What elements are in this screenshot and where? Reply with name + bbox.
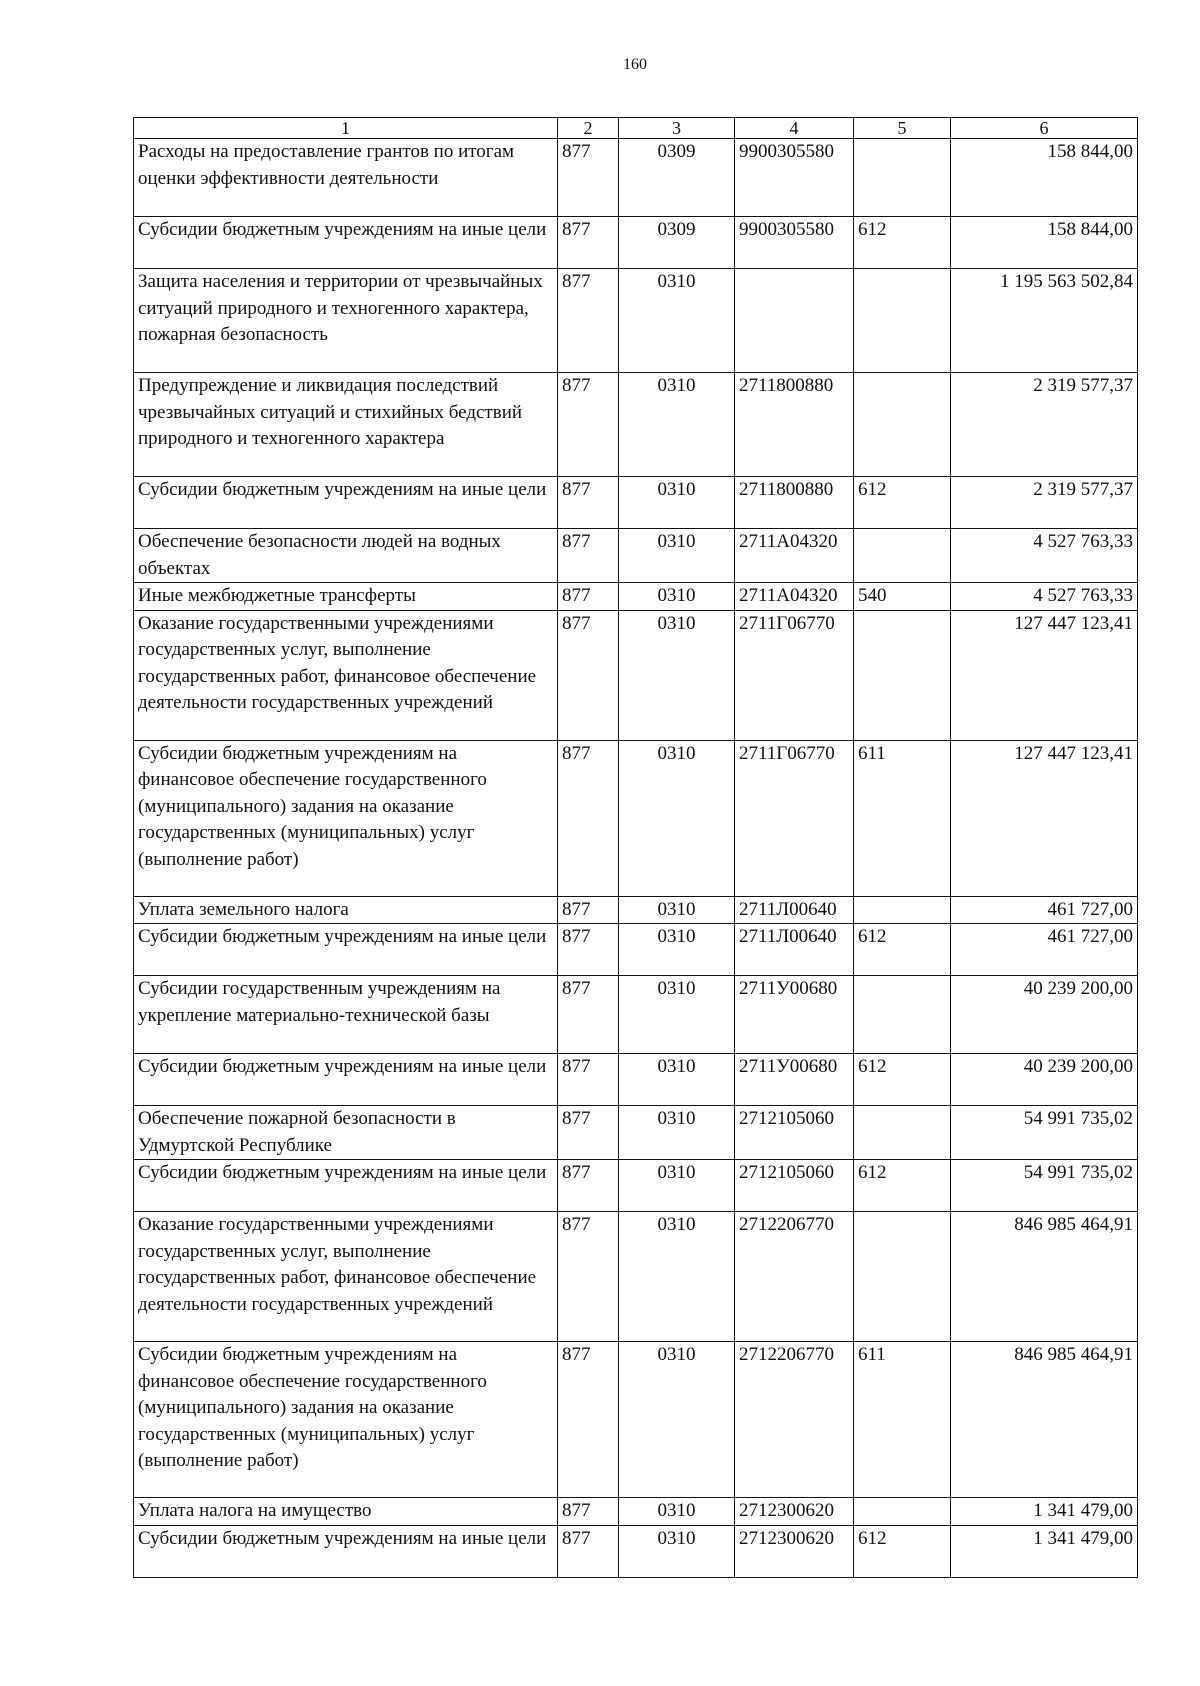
- header-col-2: 2: [558, 118, 619, 139]
- cell-admin-code: 877: [558, 373, 619, 477]
- cell-target-code: 2712105060: [735, 1160, 854, 1212]
- cell-name: Расходы на предоставление грантов по итогам оценки эффективности деятельности: [134, 139, 558, 217]
- cell-admin-code: 877: [558, 1106, 619, 1160]
- cell-section-code: 0310: [619, 477, 735, 529]
- table-row: [134, 976, 1138, 1054]
- table-row: [134, 740, 1138, 896]
- cell-target-code: 2711Л00640: [735, 924, 854, 976]
- cell-target-code: 2711Г06770: [735, 610, 854, 740]
- cell-expense-type: 612: [854, 217, 951, 269]
- table-header: [134, 118, 1138, 139]
- cell-target-code: 2711У00680: [735, 1054, 854, 1106]
- table-row: [134, 1525, 1138, 1577]
- cell-expense-type: [854, 896, 951, 924]
- cell-expense-type: [854, 529, 951, 583]
- table-row: [134, 477, 1138, 529]
- cell-amount: 54 991 735,02: [951, 1106, 1138, 1160]
- cell-name: Субсидии бюджетным учреждениям на иные цели: [134, 924, 558, 976]
- cell-expense-type: [854, 610, 951, 740]
- cell-section-code: 0310: [619, 1212, 735, 1342]
- header-col-5: 5: [854, 118, 951, 139]
- cell-section-code: 0310: [619, 610, 735, 740]
- cell-section-code: 0310: [619, 1106, 735, 1160]
- cell-amount: 1 341 479,00: [951, 1498, 1138, 1526]
- table-row: [134, 1160, 1138, 1212]
- cell-expense-type: 612: [854, 477, 951, 529]
- cell-name: Субсидии бюджетным учреждениям на иные цели: [134, 217, 558, 269]
- cell-target-code: 2712300620: [735, 1525, 854, 1577]
- cell-admin-code: 877: [558, 740, 619, 896]
- cell-expense-type: 612: [854, 1160, 951, 1212]
- cell-name: Уплата налога на имущество: [134, 1498, 558, 1526]
- cell-section-code: 0310: [619, 1342, 735, 1498]
- cell-name: Оказание государственными учреждениями государственных услуг, выполнение государственных работ, финансовое обеспечение деятельности государственных учреждений: [134, 610, 558, 740]
- cell-name: Субсидии бюджетным учреждениям на иные цели: [134, 1054, 558, 1106]
- cell-section-code: 0309: [619, 139, 735, 217]
- table-row: [134, 269, 1138, 373]
- table-body: [134, 139, 1138, 1578]
- cell-name: Обеспечение безопасности людей на водных объектах: [134, 529, 558, 583]
- table-row: [134, 583, 1138, 611]
- cell-amount: 846 985 464,91: [951, 1212, 1138, 1342]
- cell-section-code: 0309: [619, 217, 735, 269]
- cell-expense-type: 540: [854, 583, 951, 611]
- table-row: [134, 1054, 1138, 1106]
- cell-admin-code: 877: [558, 477, 619, 529]
- cell-admin-code: 877: [558, 1342, 619, 1498]
- cell-amount: 2 319 577,37: [951, 373, 1138, 477]
- header-row: [134, 118, 1138, 139]
- cell-expense-type: [854, 976, 951, 1054]
- cell-expense-type: 611: [854, 1342, 951, 1498]
- cell-section-code: 0310: [619, 1498, 735, 1526]
- cell-amount: 4 527 763,33: [951, 529, 1138, 583]
- cell-expense-type: [854, 1106, 951, 1160]
- cell-expense-type: [854, 373, 951, 477]
- cell-name: Обеспечение пожарной безопасности в Удмуртской Республике: [134, 1106, 558, 1160]
- cell-section-code: 0310: [619, 1160, 735, 1212]
- cell-name: Защита населения и территории от чрезвычайных ситуаций природного и техногенного характера, пожарная безопасность: [134, 269, 558, 373]
- cell-amount: 40 239 200,00: [951, 1054, 1138, 1106]
- header-col-6: 6: [951, 118, 1138, 139]
- cell-admin-code: 877: [558, 139, 619, 217]
- cell-amount: 158 844,00: [951, 139, 1138, 217]
- cell-expense-type: [854, 269, 951, 373]
- cell-target-code: 2711У00680: [735, 976, 854, 1054]
- cell-target-code: 2711800880: [735, 373, 854, 477]
- cell-admin-code: 877: [558, 1160, 619, 1212]
- cell-section-code: 0310: [619, 924, 735, 976]
- cell-expense-type: [854, 1212, 951, 1342]
- cell-name: Субсидии бюджетным учреждениям на финансовое обеспечение государственного (муниципального) задания на оказание государственных (муниципальных) услуг (выполнение работ): [134, 1342, 558, 1498]
- cell-name: Иные межбюджетные трансферты: [134, 583, 558, 611]
- table-row: [134, 529, 1138, 583]
- cell-admin-code: 877: [558, 924, 619, 976]
- cell-expense-type: 612: [854, 1525, 951, 1577]
- cell-admin-code: 877: [558, 583, 619, 611]
- cell-section-code: 0310: [619, 373, 735, 477]
- cell-name: Уплата земельного налога: [134, 896, 558, 924]
- cell-target-code: 2711Л00640: [735, 896, 854, 924]
- table-row: [134, 373, 1138, 477]
- cell-target-code: 2711А04320: [735, 529, 854, 583]
- cell-amount: 127 447 123,41: [951, 610, 1138, 740]
- header-col-4: 4: [735, 118, 854, 139]
- table-row: [134, 1106, 1138, 1160]
- cell-amount: 1 195 563 502,84: [951, 269, 1138, 373]
- cell-name: Субсидии бюджетным учреждениям на иные цели: [134, 1160, 558, 1212]
- cell-admin-code: 877: [558, 976, 619, 1054]
- table-row: [134, 610, 1138, 740]
- cell-amount: 461 727,00: [951, 924, 1138, 976]
- header-col-1: 1: [134, 118, 558, 139]
- cell-amount: 158 844,00: [951, 217, 1138, 269]
- cell-section-code: 0310: [619, 1525, 735, 1577]
- cell-amount: 461 727,00: [951, 896, 1138, 924]
- cell-admin-code: 877: [558, 1212, 619, 1342]
- cell-expense-type: [854, 1498, 951, 1526]
- cell-admin-code: 877: [558, 1054, 619, 1106]
- cell-admin-code: 877: [558, 610, 619, 740]
- cell-target-code: 2711800880: [735, 477, 854, 529]
- table-row: [134, 896, 1138, 924]
- table-row: [134, 217, 1138, 269]
- budget-table: [133, 117, 1138, 1578]
- cell-amount: 4 527 763,33: [951, 583, 1138, 611]
- cell-admin-code: 877: [558, 1498, 619, 1526]
- cell-amount: 846 985 464,91: [951, 1342, 1138, 1498]
- cell-expense-type: 611: [854, 740, 951, 896]
- table-row: [134, 1342, 1138, 1498]
- cell-target-code: 2712206770: [735, 1342, 854, 1498]
- cell-target-code: 9900305580: [735, 217, 854, 269]
- cell-target-code: 2711Г06770: [735, 740, 854, 896]
- cell-name: Субсидии бюджетным учреждениям на иные цели: [134, 477, 558, 529]
- table-row: [134, 1498, 1138, 1526]
- cell-amount: 1 341 479,00: [951, 1525, 1138, 1577]
- cell-amount: 2 319 577,37: [951, 477, 1138, 529]
- cell-name: Субсидии бюджетным учреждениям на финансовое обеспечение государственного (муниципального) задания на оказание государственных (муниципальных) услуг (выполнение работ): [134, 740, 558, 896]
- cell-admin-code: 877: [558, 217, 619, 269]
- cell-admin-code: 877: [558, 269, 619, 373]
- cell-name: Оказание государственными учреждениями государственных услуг, выполнение государственных работ, финансовое обеспечение деятельности государственных учреждений: [134, 1212, 558, 1342]
- cell-amount: 127 447 123,41: [951, 740, 1138, 896]
- cell-expense-type: 612: [854, 1054, 951, 1106]
- cell-section-code: 0310: [619, 529, 735, 583]
- cell-section-code: 0310: [619, 269, 735, 373]
- cell-admin-code: 877: [558, 529, 619, 583]
- table-row: [134, 924, 1138, 976]
- cell-admin-code: 877: [558, 896, 619, 924]
- header-col-3: 3: [619, 118, 735, 139]
- cell-expense-type: [854, 139, 951, 217]
- cell-target-code: 9900305580: [735, 139, 854, 217]
- cell-target-code: 2711А04320: [735, 583, 854, 611]
- cell-target-code: 2712206770: [735, 1212, 854, 1342]
- cell-target-code: [735, 269, 854, 373]
- cell-amount: 54 991 735,02: [951, 1160, 1138, 1212]
- cell-section-code: 0310: [619, 896, 735, 924]
- table-row: [134, 1212, 1138, 1342]
- cell-name: Субсидии бюджетным учреждениям на иные цели: [134, 1525, 558, 1577]
- cell-section-code: 0310: [619, 583, 735, 611]
- cell-section-code: 0310: [619, 1054, 735, 1106]
- cell-target-code: 2712105060: [735, 1106, 854, 1160]
- cell-expense-type: 612: [854, 924, 951, 976]
- cell-admin-code: 877: [558, 1525, 619, 1577]
- table-row: [134, 139, 1138, 217]
- cell-section-code: 0310: [619, 740, 735, 896]
- cell-amount: 40 239 200,00: [951, 976, 1138, 1054]
- cell-name: Предупреждение и ликвидация последствий чрезвычайных ситуаций и стихийных бедствий природного и техногенного характера: [134, 373, 558, 477]
- cell-name: Субсидии государственным учреждениям на укрепление материально-технической базы: [134, 976, 558, 1054]
- page-number: 160: [623, 56, 647, 73]
- cell-target-code: 2712300620: [735, 1498, 854, 1526]
- cell-section-code: 0310: [619, 976, 735, 1054]
